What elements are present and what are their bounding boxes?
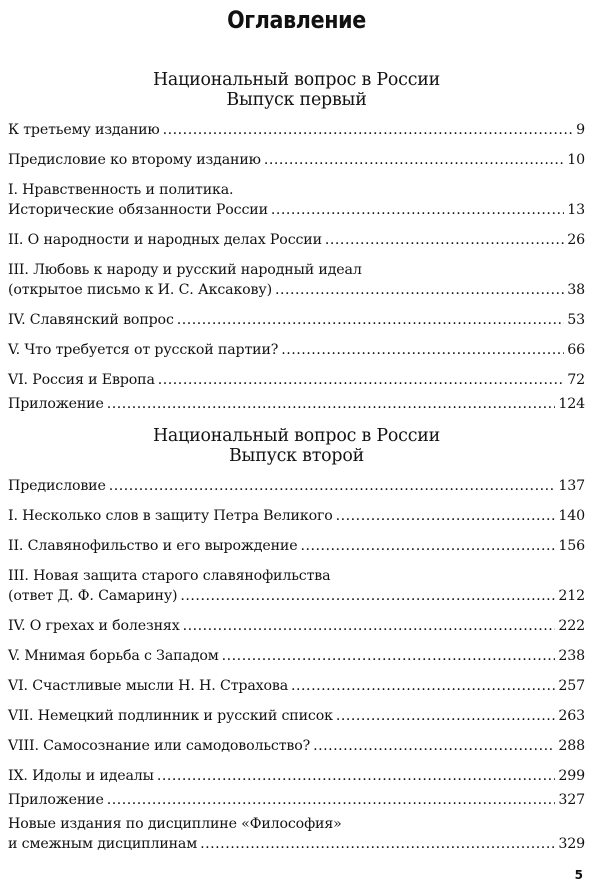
toc-entry-line [8, 706, 585, 726]
toc-entry-page: 38 [567, 282, 585, 298]
section-heading-line: Национальный вопрос в России [152, 426, 441, 446]
toc-entry-page: 222 [558, 618, 585, 634]
toc-entry-title: Исторические обязанности России [8, 202, 268, 218]
toc-entry-page: 66 [567, 342, 585, 358]
dot-leader [107, 394, 556, 414]
toc-entry[interactable] [8, 230, 585, 250]
toc-entry-title: IX. Идолы и идеалы [8, 768, 154, 784]
toc-entry[interactable] [8, 180, 585, 220]
toc-entry-title-line: Новые издания по дисциплине «Философия» [8, 816, 342, 832]
toc-entry-line [8, 766, 585, 786]
toc-entry[interactable] [8, 370, 585, 390]
toc-entry-page: 257 [558, 678, 585, 694]
toc-entry-page: 9 [576, 122, 585, 138]
toc-entry-title: К третьему изданию [8, 122, 160, 138]
toc-entry-title: (открытое письмо к И. С. Аксакову) [8, 282, 272, 298]
toc-entry-line [8, 120, 585, 140]
toc-entry[interactable] [8, 766, 585, 786]
toc-entry-line [8, 616, 585, 636]
toc-entry-page: 299 [558, 768, 585, 784]
toc-entry-line [8, 340, 585, 360]
toc-entry-title-line: III. Любовь к народу и русский народный идеал [8, 262, 362, 278]
toc-entry-line [8, 790, 585, 810]
toc-entry[interactable] [8, 706, 585, 726]
toc-entry[interactable] [8, 536, 585, 556]
toc-entry-line [8, 394, 585, 414]
toc-entry-page: 238 [558, 648, 585, 664]
dot-leader [180, 586, 555, 606]
dot-leader [275, 280, 564, 300]
toc-entry[interactable] [8, 676, 585, 696]
toc-entry-title: IV. Славянский вопрос [8, 312, 174, 328]
toc-entry-title: VIII. Самосознание или самодовольство? [8, 738, 311, 754]
toc-entry[interactable] [8, 476, 585, 496]
dot-leader [291, 676, 555, 696]
toc-entry-page: 13 [567, 202, 585, 218]
toc-entry-page: 53 [567, 312, 585, 328]
toc-entry-page: 327 [558, 792, 585, 808]
toc-entry-line [8, 646, 585, 666]
toc-entry-title: V. Мнимая борьба с Западом [8, 648, 219, 664]
toc-entry[interactable] [8, 736, 585, 756]
toc-entry-title: II. О народности и народных делах России [8, 232, 322, 248]
dot-leader [222, 646, 556, 666]
toc-list [8, 476, 585, 854]
toc-entry-page: 288 [558, 738, 585, 754]
section-heading-line: Национальный вопрос в России [152, 70, 441, 90]
dot-leader [325, 230, 564, 250]
toc-entry-title: VI. Россия и Европа [8, 372, 155, 388]
toc-entry-page: 26 [567, 232, 585, 248]
toc-entry-page: 137 [558, 478, 585, 494]
dot-leader [163, 120, 573, 140]
dot-leader [183, 616, 556, 636]
toc-entry-line [8, 586, 585, 606]
toc-list [8, 120, 585, 414]
toc-entry-line [8, 200, 585, 220]
toc-entry-title: Предисловие [8, 478, 106, 494]
toc-entry[interactable] [8, 616, 585, 636]
toc-entry-title: I. Несколько слов в защиту Петра Великого [8, 508, 333, 524]
toc-entry-title: (ответ Д. Ф. Самарину) [8, 588, 178, 604]
toc-entry[interactable] [8, 150, 585, 170]
toc-entry[interactable] [8, 120, 585, 140]
page-number: 5 [574, 868, 583, 882]
toc-entry-title: VI. Счастливые мысли Н. Н. Страхова [8, 678, 289, 694]
toc-entry-title: II. Славянофильство и его вырождение [8, 538, 298, 554]
toc-entry-title: и смежным дисциплинам [8, 836, 198, 852]
page-title: Оглавление [227, 6, 366, 34]
dot-leader [271, 200, 564, 220]
toc-entry-line [8, 150, 585, 170]
section-heading-line: Выпуск второй [228, 446, 365, 466]
toc-entry-line [8, 536, 585, 556]
dot-leader [157, 766, 556, 786]
dot-leader [300, 536, 555, 556]
toc-entry-line [8, 506, 585, 526]
toc-entry[interactable] [8, 646, 585, 666]
toc-entry-page: 10 [567, 152, 585, 168]
dot-leader [200, 834, 555, 854]
toc-entry-title: Приложение [8, 792, 104, 808]
dot-leader [158, 370, 564, 390]
toc-section-second-issue [8, 426, 585, 864]
toc-entry[interactable] [8, 340, 585, 360]
toc-entry-page: 263 [558, 708, 585, 724]
toc-entry-page: 72 [567, 372, 585, 388]
toc-entry-line [8, 230, 585, 250]
toc-entry-title: Предисловие ко второму изданию [8, 152, 261, 168]
toc-entry-page: 140 [558, 508, 585, 524]
toc-entry-page: 329 [558, 836, 585, 852]
toc-entry-title-line: III. Новая защита старого славянофильства [8, 568, 331, 584]
toc-entry-page: 124 [558, 396, 585, 412]
toc-entry-page: 156 [558, 538, 585, 554]
toc-entry-title: V. Что требуется от русской партии? [8, 342, 279, 358]
toc-entry-title-line: I. Нравственность и политика. [8, 182, 234, 198]
toc-entry-line [8, 736, 585, 756]
toc-entry[interactable] [8, 506, 585, 526]
section-heading-line: Выпуск первый [226, 90, 367, 110]
toc-section-first-issue [8, 70, 585, 424]
toc-entry-line [8, 310, 585, 330]
toc-entry-line [8, 370, 585, 390]
toc-entry-line [8, 476, 585, 496]
toc-entry[interactable] [8, 814, 585, 854]
dot-leader [281, 340, 564, 360]
toc-entry-line [8, 280, 585, 300]
toc-entry[interactable] [8, 566, 585, 606]
dot-leader [109, 476, 556, 496]
toc-entry-line [8, 676, 585, 696]
dot-leader [177, 310, 564, 330]
section-heading [8, 70, 585, 110]
dot-leader [336, 706, 556, 726]
dot-leader [264, 150, 564, 170]
toc-entry-title: VII. Немецкий подлинник и русский список [8, 708, 333, 724]
toc-entry[interactable] [8, 790, 585, 810]
toc-entry[interactable] [8, 394, 585, 414]
toc-entry[interactable] [8, 260, 585, 300]
dot-leader [336, 506, 556, 526]
dot-leader [107, 790, 556, 810]
toc-entry-page: 212 [558, 588, 585, 604]
toc-entry-title: IV. О грехах и болезнях [8, 618, 180, 634]
toc-entry-title: Приложение [8, 396, 104, 412]
dot-leader [313, 736, 555, 756]
toc-entry[interactable] [8, 310, 585, 330]
section-heading [8, 426, 585, 466]
toc-entry-line [8, 834, 585, 854]
